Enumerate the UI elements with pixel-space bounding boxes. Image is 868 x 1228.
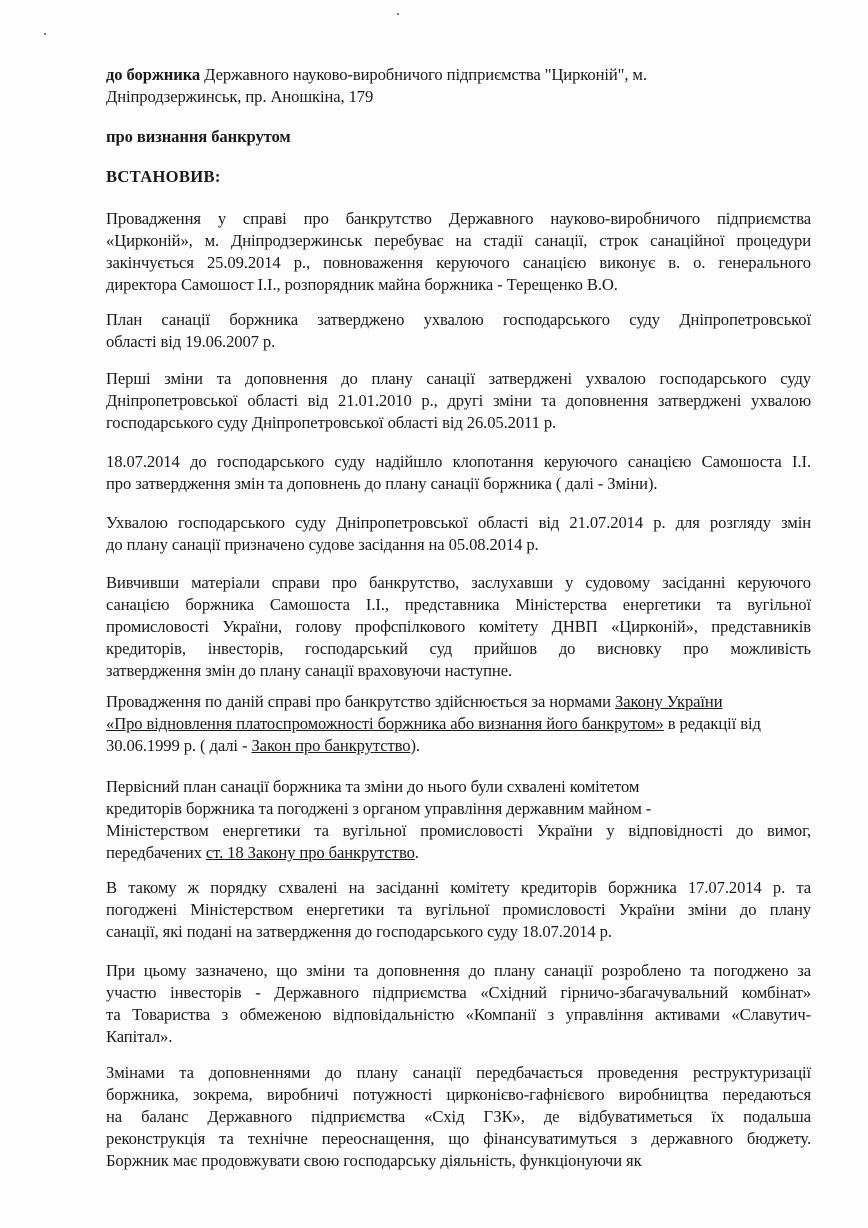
paragraph-6: Вивчивши матеріали справи про банкрутство, заслухавши у судовому засіданні керуючого санацією боржника Самошоста І.І., представника Міністерства енергетики та вугільної промисловості України, голову профспілкового комітету ДНВП «Цирконій», представників кредиторів, інвесторів, господарський суд прийшов до висновку про можливість затвердження змін до плану санації враховуючи наступне.	[106, 573, 811, 680]
paragraph-8: Первісний план санації боржника та зміни до нього були схвалені комітетом кредиторів боржника та погоджені з органом управління державним майном - Міністерством енергетики та вугільної промисловості України у відповідності до вимог, передбачених ст. 18 Закону про банкрутство.	[106, 777, 811, 862]
established-heading: ВСТАНОВИВ:	[106, 167, 221, 186]
subject-heading: про визнання банкрутом	[106, 127, 291, 146]
paragraph-1: Провадження у справі про банкрутство Державного науково-виробничого підприємства «Цирконій», м. Дніпродзержинськ перебуває на стадії санації, строк санаційної процедури закінчується 25.09.2014 р., повноваження керуючого санацією виконує в. о. генерального директора Самошост І.І., розпорядник майна боржника - Терещенко В.О.	[106, 209, 811, 294]
law-link[interactable]: Закону України	[614, 692, 723, 711]
paragraph-4: 18.07.2014 до господарського суду надійшло клопотання керуючого санацією Самошоста І.І. про затвердження змін та доповнень до плану санації боржника ( далі - Зміни).	[106, 452, 811, 493]
debtor-address: Дніпродзержинськ, пр. Аношкіна, 179	[106, 87, 374, 106]
paragraph-11: Змінами та доповненнями до плану санації передбачається проведення реструктуризації боржника, зокрема, виробничі потужності цирконієво-гафнієвого виробництва передаються на баланс Державного підприємства «Схід ГЗК», де відбуватиметься їх подальша реконструкція та технічне переоснащення, що фінансуватимуться з державного бюджету. Боржник має продовжувати свою господарську діяльність, функціонуючи як	[106, 1063, 811, 1170]
debtor-lead: до боржника	[106, 65, 201, 84]
scan-speck	[44, 33, 46, 35]
debtor-name-line1: Державного науково-виробничого підприємства "Цирконій", м.	[200, 65, 647, 84]
paragraph-7: Провадження по даній справі про банкрутство здійснюється за нормами Закону України «Про відновлення платоспроможності боржника або визнання його банкрутом» в редакції від 30.06.1999 р. ( далі - Закон про банкрутство).	[106, 692, 761, 755]
debtor-heading	[106, 64, 811, 108]
article-18-link[interactable]: ст. 18 Закону про банкрутство	[205, 843, 415, 862]
paragraph-2: План санації боржника затверджено ухвалою господарського суду Дніпропетровської області від 19.06.2007 р.	[106, 310, 811, 351]
scan-speck	[397, 13, 399, 15]
law-title-link[interactable]: «Про відновлення платоспроможності боржника або визнання його банкрутом»	[106, 714, 664, 733]
bankruptcy-law-link[interactable]: Закон про банкрутство	[251, 736, 411, 755]
paragraph-9: В такому ж порядку схвалені на засіданні комітету кредиторів боржника 17.07.2014 р. та погоджені Міністерством енергетики та вугільної промисловості України зміни до плану санації, які подані на затвердження до господарського суду 18.07.2014 р.	[106, 878, 811, 941]
paragraph-5: Ухвалою господарського суду Дніпропетровської області від 21.07.2014 р. для розгляду змін до плану санації призначено судове засідання на 05.08.2014 р.	[106, 513, 811, 554]
paragraph-3: Перші зміни та доповнення до плану санації затверджені ухвалою господарського суду Дніпропетровської області від 21.01.2010 р., другі зміни та доповнення затверджені ухвалою господарського суду Дніпропетровської області від 26.05.2011 р.	[106, 369, 811, 432]
paragraph-10: При цьому зазначено, що зміни та доповнення до плану санації розроблено та погоджено за участю інвесторів - Державного підприємства «Східний гірничо-збагачувальний комбінат» та Товариства з обмеженою відповідальністю «Компанії з управління активами «Славутич- Капітал».	[106, 961, 811, 1046]
